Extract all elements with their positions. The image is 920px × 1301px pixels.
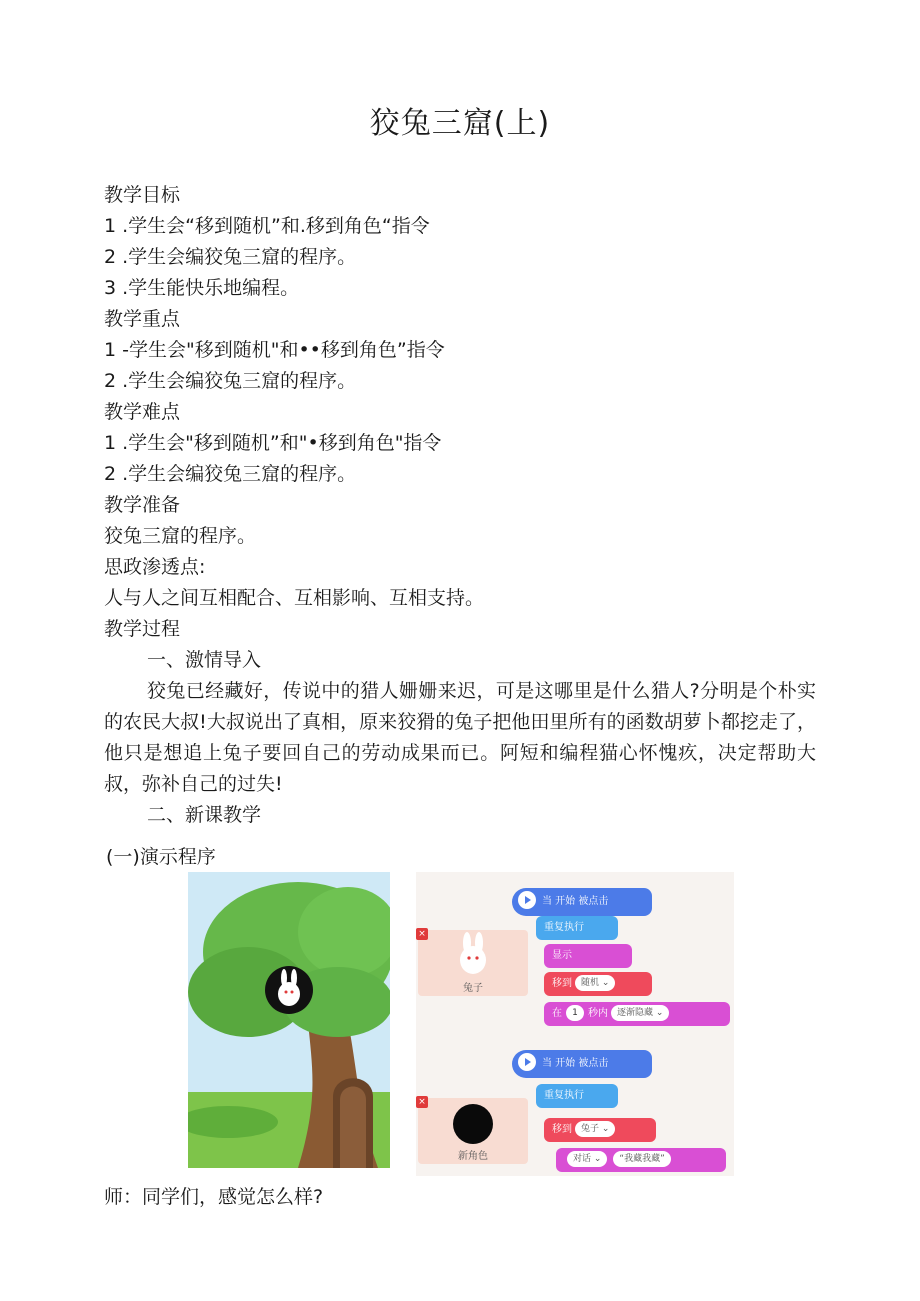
objective-item: 3 .学生能快乐地编程。	[104, 277, 300, 299]
objective-item: 2 .学生会编狡兔三窟的程序。	[104, 246, 357, 268]
section-heading-new-lesson: 二、新课教学	[147, 804, 262, 826]
key-point-item: 2 .学生会编狡兔三窟的程序。	[104, 370, 357, 392]
sprite-name: 新角色	[458, 1151, 488, 1162]
when-start-block[interactable]: 当 开始 被点击	[512, 888, 652, 916]
difficulty-item: 2 .学生会编狡兔三窟的程序。	[104, 463, 357, 485]
objectives-heading: 教学目标	[104, 184, 181, 206]
section-heading-intro: 一、激情导入	[147, 649, 262, 671]
process-heading: 教学过程	[104, 618, 181, 640]
close-icon[interactable]: ×	[416, 928, 428, 940]
page-title: 狡兔三窟(上)	[369, 106, 551, 141]
stage-scene-illustration	[188, 872, 390, 1168]
repeat-forever-block[interactable]: 重复执行	[536, 916, 618, 940]
demo-program-figure	[188, 872, 734, 1176]
difficulties-heading: 教学难点	[104, 401, 181, 423]
intro-paragraph: 狡兔已经藏好，传说中的猎人姗姗来迟，可是这哪里是什么猎人?分明是个朴实的农民大叔!大叔说出了真相，原来狡猾的兔子把他田里所有的函数胡萝卜都挖走了，他只是想追上兔子要回自己的劳动成果而已。阿短和编程猫心怀愧疚，决定帮助大叔，弥补自己的过失!	[104, 680, 816, 795]
ideology-text: 人与人之间互相配合、互相影响、互相支持。	[104, 587, 485, 609]
say-text-input[interactable]: “我藏我藏”	[613, 1151, 670, 1167]
close-icon[interactable]: ×	[416, 1096, 428, 1108]
say-dropdown[interactable]: 对话 ⌄	[567, 1151, 607, 1167]
closing-text: 师：同学们，感觉怎么样?	[104, 1186, 324, 1208]
move-to-sprite-block[interactable]: 移到 兔子 ⌄	[544, 1118, 656, 1142]
play-icon	[518, 891, 536, 909]
key-points-heading: 教学重点	[104, 308, 181, 330]
sprite-name: 兔子	[463, 983, 483, 994]
target-dropdown[interactable]: 兔子 ⌄	[575, 1121, 615, 1137]
sprite-card-rabbit[interactable]	[418, 930, 528, 996]
subsection-heading-demo: (一)演示程序	[106, 846, 216, 868]
when-start-block[interactable]: 当 开始 被点击	[512, 1050, 652, 1078]
random-dropdown[interactable]: 随机 ⌄	[575, 975, 615, 991]
play-icon	[518, 1053, 536, 1071]
preparation-heading: 教学准备	[104, 494, 181, 516]
preparation-text: 狡兔三窟的程序。	[104, 525, 257, 547]
ideology-heading: 思政渗透点:	[104, 556, 206, 578]
fade-hide-block[interactable]: 在 1 秒内 逐渐隐藏 ⌄	[544, 1002, 730, 1026]
move-to-random-block[interactable]: 移到 随机 ⌄	[544, 972, 652, 996]
code-blocks-panel	[416, 872, 734, 1176]
seconds-input[interactable]: 1	[566, 1005, 584, 1021]
effect-dropdown[interactable]: 逐渐隐藏 ⌄	[611, 1005, 669, 1021]
sprite-card-new-role[interactable]	[418, 1098, 528, 1164]
difficulty-item: 1 .学生会"移到随机”和"•移到角色"指令	[104, 432, 442, 454]
show-block[interactable]: 显示	[544, 944, 632, 968]
objective-item: 1 .学生会“移到随机”和.移到角色“指令	[104, 215, 430, 237]
repeat-forever-block[interactable]: 重复执行	[536, 1084, 618, 1108]
say-block[interactable]	[556, 1148, 726, 1172]
black-circle-icon	[418, 1098, 528, 1148]
key-point-item: 1 -学生会"移到随机"和••移到角色”指令	[104, 339, 445, 361]
rabbit-icon	[418, 930, 528, 980]
